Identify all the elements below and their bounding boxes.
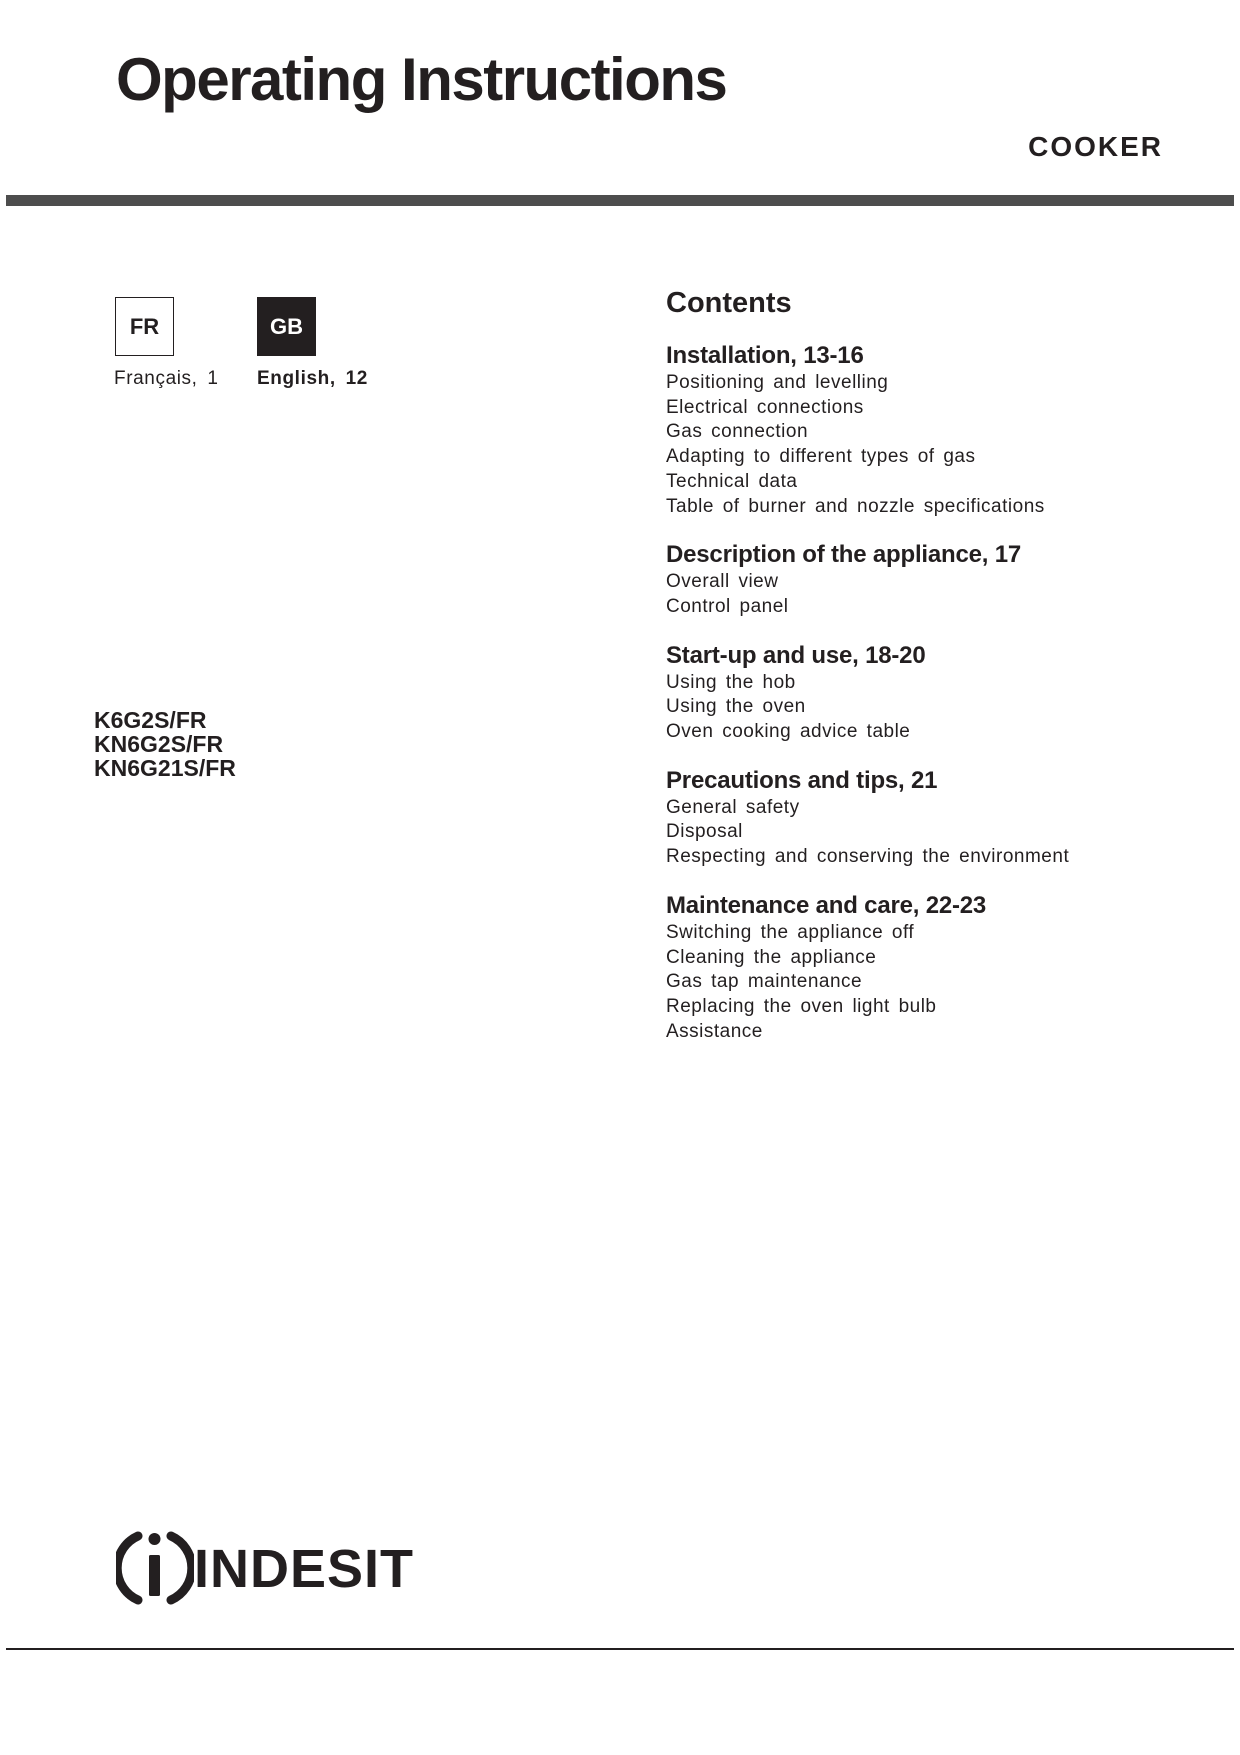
toc-section-precautions <box>666 766 1186 870</box>
toc-item: Positioning and levelling <box>666 372 889 393</box>
toc-item: Overall view <box>666 571 779 593</box>
toc-item: Control panel <box>666 595 789 617</box>
toc-item-list <box>666 371 1186 519</box>
toc-item: Technical data <box>666 470 798 492</box>
toc-item: Electrical connections <box>666 396 864 418</box>
toc-item: Cleaning the appliance <box>666 946 877 968</box>
toc-item-list <box>666 570 1186 619</box>
brand-logo <box>116 1525 416 1611</box>
toc-section-start-up <box>666 641 1186 745</box>
toc-section-heading: Precautions and tips, 21 <box>666 766 938 794</box>
toc-item-list <box>666 921 1186 1045</box>
toc-item: Replacing the oven light bulb <box>666 995 937 1017</box>
brand-name: INDESIT <box>194 1539 415 1599</box>
language-badge-fr <box>115 297 174 356</box>
toc-item-list <box>666 671 1186 745</box>
table-of-contents <box>666 282 1186 1065</box>
language-label-fr: Français, 1 <box>114 368 219 389</box>
contents-title: Contents <box>666 287 792 319</box>
toc-item: Switching the appliance off <box>666 921 915 943</box>
toc-item: Using the oven <box>666 696 806 718</box>
language-code-fr: FR <box>129 313 160 339</box>
toc-item: Gas connection <box>666 421 809 443</box>
toc-section-heading: Start-up and use, 18-20 <box>666 641 926 669</box>
toc-section-description <box>666 540 1186 619</box>
footer-divider <box>6 1648 1234 1650</box>
model-list <box>94 708 236 780</box>
toc-item: General safety <box>666 796 800 818</box>
toc-section-heading: Installation, 13-16 <box>666 342 864 369</box>
toc-item: Table of burner and nozzle specifications <box>666 495 1045 517</box>
toc-section-heading: Maintenance and care, 22-23 <box>666 891 987 919</box>
toc-section-heading: Description of the appliance, 17 <box>666 541 1022 569</box>
toc-item: Assistance <box>666 1020 763 1042</box>
language-label-gb: English, 12 <box>257 368 368 389</box>
toc-item: Disposal <box>666 821 743 843</box>
toc-item: Using the hob <box>666 671 796 693</box>
header-divider <box>6 195 1234 206</box>
product-type-label: COOKER <box>1028 131 1163 162</box>
toc-item: Respecting and conserving the environment <box>666 846 1070 868</box>
toc-item: Oven cooking advice table <box>666 721 911 743</box>
indesit-i-in-circle-icon <box>116 1525 194 1611</box>
toc-section-maintenance <box>666 891 1186 1045</box>
toc-item: Adapting to different types of gas <box>666 446 976 468</box>
toc-item-list <box>666 796 1186 870</box>
model-number: KN6G2S/FR <box>94 731 224 757</box>
toc-section-installation <box>666 341 1186 519</box>
page-title: Operating Instructions <box>116 46 727 113</box>
language-badge-gb <box>257 297 316 356</box>
language-code-gb: GB <box>270 313 303 339</box>
toc-item: Gas tap maintenance <box>666 971 863 993</box>
model-number: K6G2S/FR <box>94 707 207 733</box>
model-number: KN6G21S/FR <box>94 755 236 781</box>
